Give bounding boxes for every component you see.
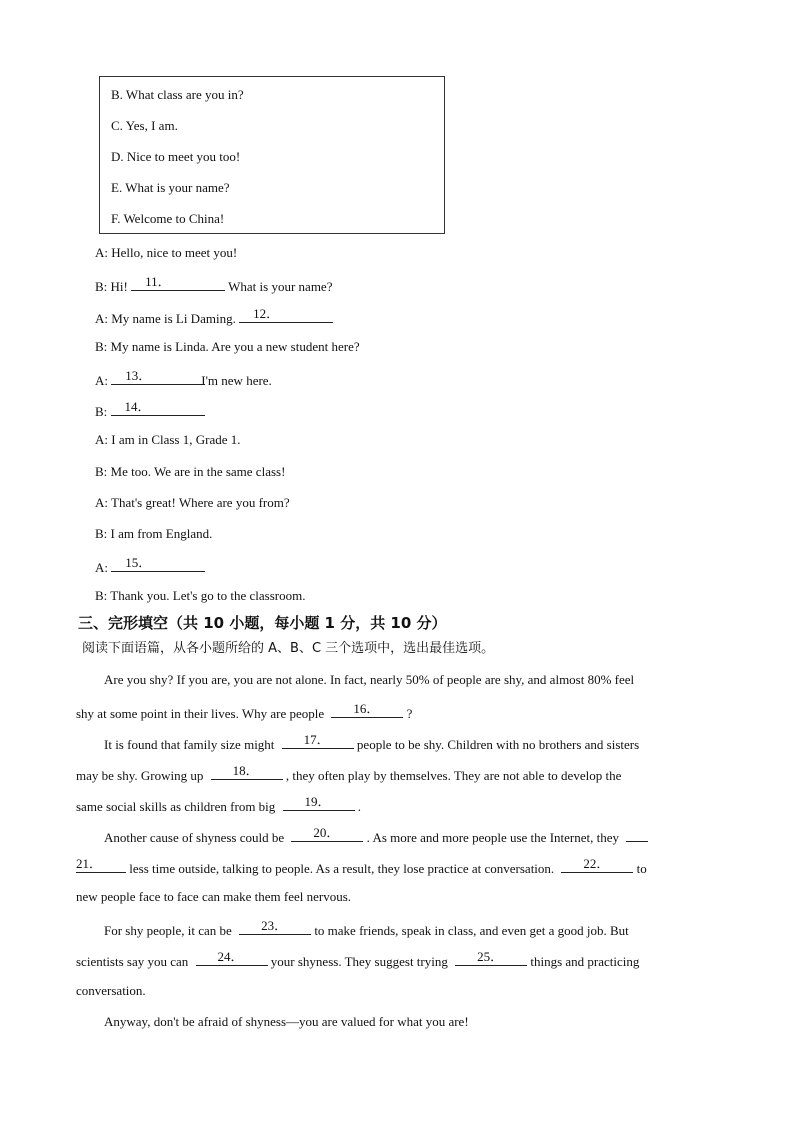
- blank-14[interactable]: [111, 401, 205, 416]
- blank-number: 17．: [303, 732, 330, 747]
- dialogue-line: B: Thank you. Let's go to the classroom.: [95, 588, 306, 603]
- passage-line: [104, 920, 629, 939]
- passage-text: things and practicing: [530, 954, 640, 969]
- dialogue-text: A:: [95, 560, 108, 575]
- dialogue-line: [95, 401, 205, 420]
- section-instructions: 阅读下面语篇，从各小题所给的 A、B、C 三个选项中，选出最佳选项。: [82, 641, 495, 656]
- passage-text: Another cause of shyness could be: [104, 830, 285, 845]
- passage-text: may be shy. Growing up: [76, 768, 204, 783]
- passage-text: shy at some point in their lives. Why are people: [76, 706, 325, 721]
- dialogue-line: A: Hello, nice to meet you!: [95, 245, 238, 260]
- blank-number: 23．: [261, 918, 288, 933]
- blank-15[interactable]: [111, 557, 205, 572]
- blank-number: 13．: [125, 368, 152, 383]
- blank-16[interactable]: [331, 703, 403, 718]
- blank-24[interactable]: [196, 951, 268, 966]
- blank-number: 19．: [304, 794, 331, 809]
- options-box: [99, 76, 445, 234]
- blank-18[interactable]: [211, 765, 283, 780]
- blank-number: 11．: [145, 274, 171, 289]
- dialogue-text: I'm new here.: [201, 373, 272, 388]
- dialogue-line: [95, 370, 272, 389]
- blank-22[interactable]: [561, 858, 633, 873]
- blank-25[interactable]: [455, 951, 527, 966]
- passage-line: new people face to face can make them feel nervous.: [76, 889, 352, 904]
- passage-text: people to be shy. Children with no brothers and sisters: [356, 737, 640, 752]
- dialogue-line: B: I am from England.: [95, 526, 213, 541]
- passage-text: to make friends, speak in class, and even get a good job. But: [314, 923, 629, 938]
- dialogue-text: B:: [95, 404, 108, 419]
- option-d: D. Nice to meet you too!: [111, 149, 241, 164]
- passage-text: , they often play by themselves. They are not able to develop the: [285, 768, 622, 783]
- option-f: F. Welcome to China!: [111, 211, 225, 226]
- passage-line: conversation.: [76, 983, 146, 998]
- blank-17[interactable]: [282, 734, 354, 749]
- dialogue-line: A: That's great! Where are you from?: [95, 495, 290, 510]
- passage-text: For shy people, it can be: [104, 923, 232, 938]
- passage-text: .: [357, 799, 362, 814]
- blank-12[interactable]: [239, 308, 333, 323]
- option-e: E. What is your name?: [111, 180, 230, 195]
- blank-number: 20．: [313, 825, 340, 840]
- blank-number: 22．: [583, 856, 610, 871]
- dialogue-line: A: I am in Class 1, Grade 1.: [95, 432, 241, 447]
- dialogue-text: A: My name is Li Daming.: [95, 311, 236, 326]
- blank-number: 25．: [477, 949, 504, 964]
- passage-text: ?: [406, 706, 413, 721]
- dialogue-line: [95, 276, 332, 295]
- dialogue-line: B: Me too. We are in the same class!: [95, 464, 286, 479]
- section-heading: 三、完形填空（共 10 小题，每小题 1 分，共 10 分）: [78, 614, 447, 632]
- passage-line: [76, 951, 639, 970]
- passage-text: . As more and more people use the Internet, they: [366, 830, 619, 845]
- passage-text: It is found that family size might: [104, 737, 275, 752]
- blank-number: 24．: [217, 949, 244, 964]
- passage-line: [76, 703, 412, 722]
- passage-line: Are you shy? If you are, you are not alone. In fact, nearly 50% of people are shy, and almost 80% feel: [104, 672, 635, 687]
- dialogue-line: B: My name is Linda. Are you a new student here?: [95, 339, 360, 354]
- blank-19[interactable]: [283, 796, 355, 811]
- option-b: B. What class are you in?: [111, 87, 244, 102]
- passage-text: to: [636, 861, 647, 876]
- passage-text: same social skills as children from big: [76, 799, 276, 814]
- blank-21[interactable]: [76, 858, 126, 873]
- passage-text: your shyness. They suggest trying: [270, 954, 448, 969]
- blank-number: 21．: [76, 856, 103, 871]
- passage-text: scientists say you can: [76, 954, 189, 969]
- blank-11[interactable]: [131, 276, 225, 291]
- option-c: C. Yes, I am.: [111, 118, 178, 133]
- blank-number: 18．: [232, 763, 259, 778]
- dialogue-line: [95, 308, 333, 327]
- passage-line: [76, 796, 361, 815]
- passage-line: [104, 734, 639, 753]
- passage-line: Anyway, don't be afraid of shyness—you are valued for what you are!: [104, 1014, 469, 1029]
- dialogue-text: What is your name?: [228, 279, 333, 294]
- blank-number: 14．: [124, 399, 151, 414]
- dialogue-line: [95, 557, 205, 576]
- blank-number: 15．: [125, 555, 152, 570]
- blank-number: 16．: [353, 701, 380, 716]
- blank-number: 12．: [253, 306, 280, 321]
- passage-text: less time outside, talking to people. As a result, they lose practice at conversation.: [129, 861, 555, 876]
- blank-13[interactable]: [111, 370, 205, 385]
- dialogue-text: A:: [95, 373, 108, 388]
- blank-21-start[interactable]: [626, 827, 648, 842]
- blank-20[interactable]: [291, 827, 363, 842]
- passage-line: [76, 765, 621, 784]
- blank-23[interactable]: [239, 920, 311, 935]
- passage-line: [76, 858, 647, 877]
- passage-line: [104, 827, 648, 846]
- dialogue-text: B: Hi!: [95, 279, 128, 294]
